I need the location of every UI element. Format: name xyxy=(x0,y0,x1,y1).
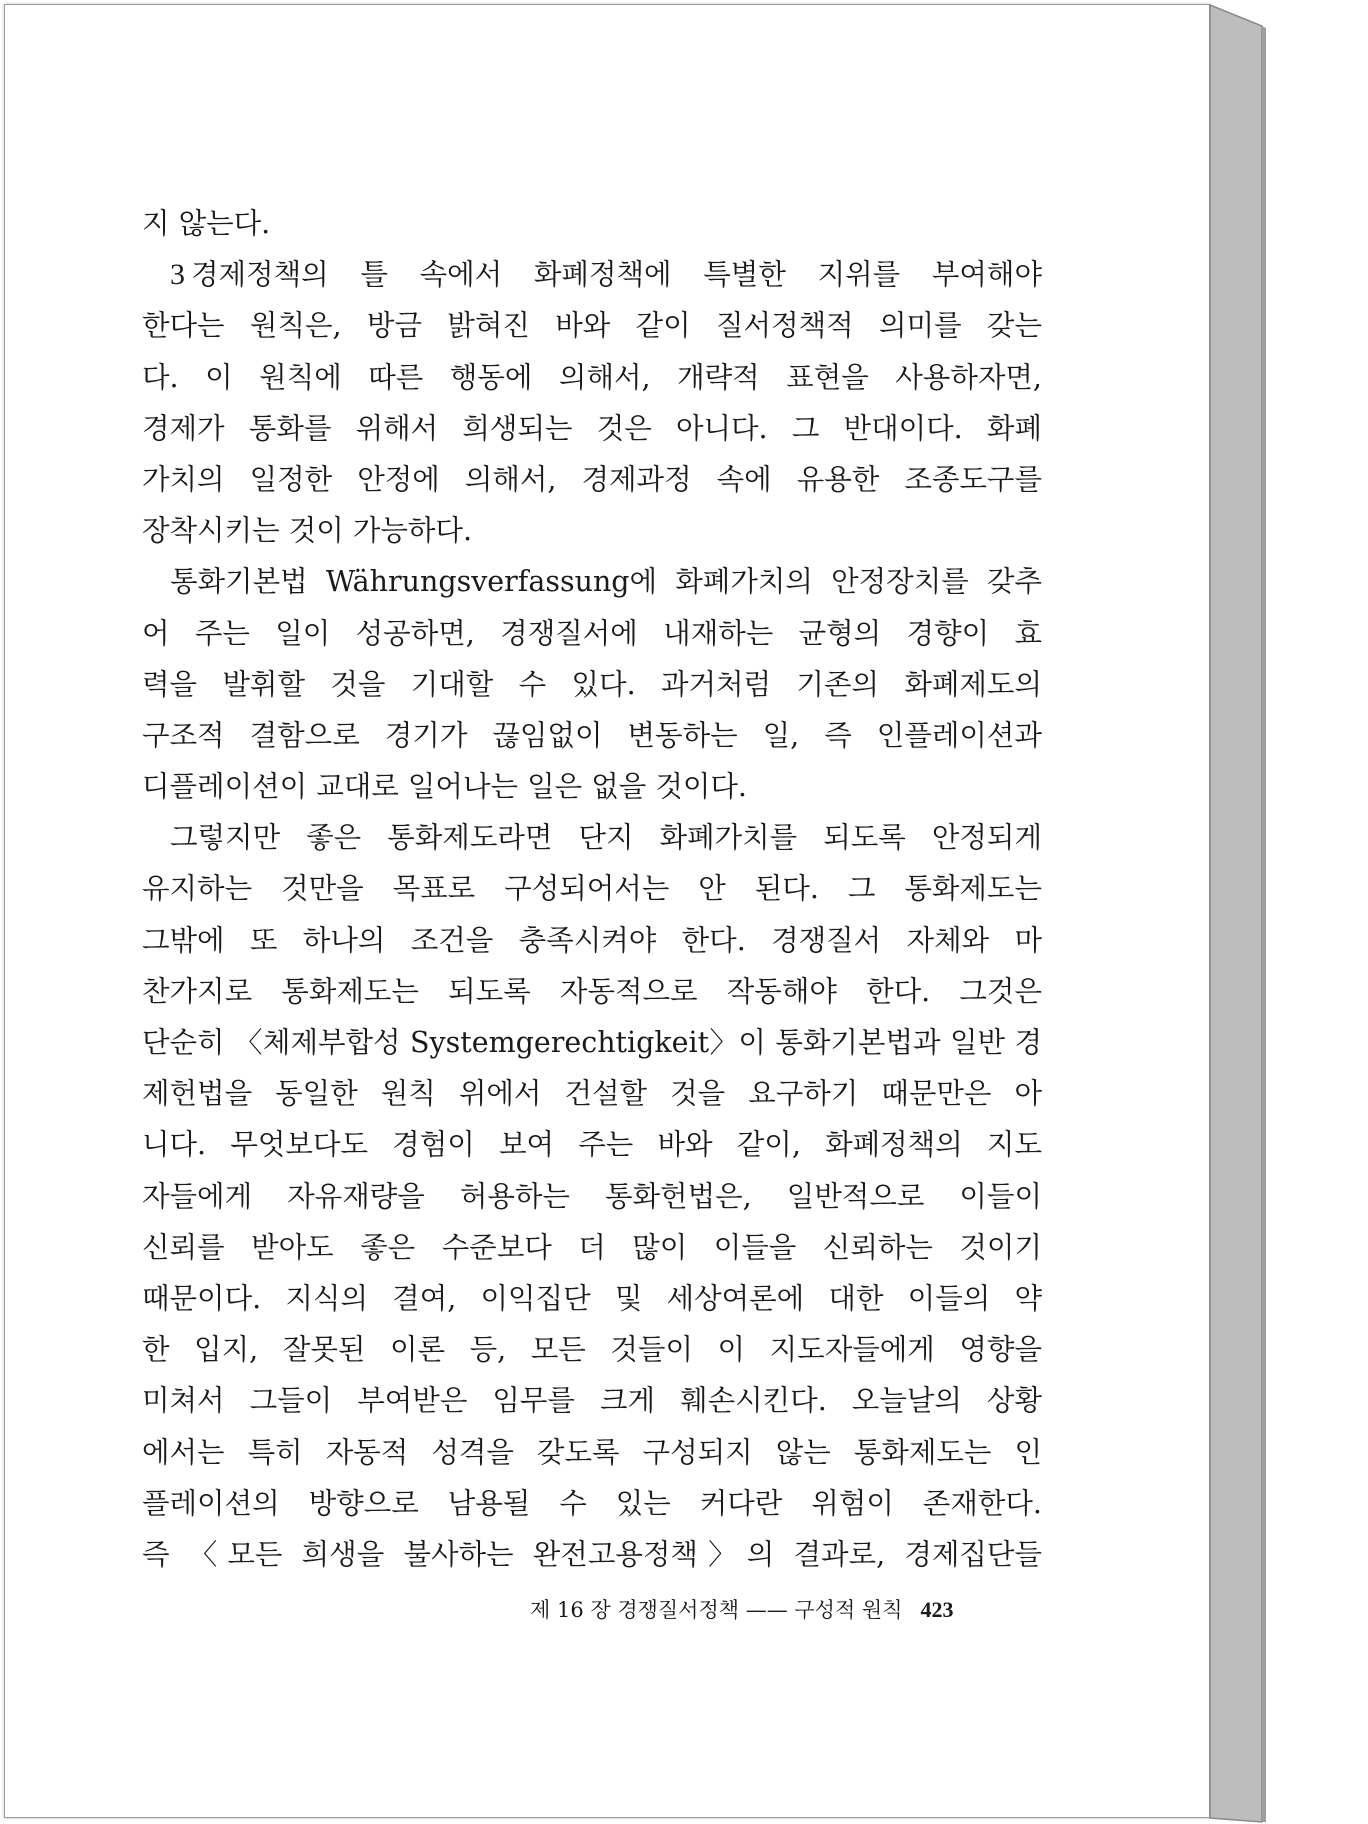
text-line xyxy=(142,300,1042,351)
text-line xyxy=(142,1017,1042,1068)
text-line xyxy=(142,863,1042,914)
text-line xyxy=(142,1273,1042,1324)
line-text: 제헌법을 동일한 원칙 위에서 건설할 것을 요구하기 때문만은 아 xyxy=(142,1077,1042,1111)
text-line xyxy=(142,710,1042,761)
line-text: 에서는 특히 자동적 성격을 갖도록 구성되지 않는 통화제도는 인 xyxy=(142,1435,1042,1469)
text-line xyxy=(142,1119,1042,1170)
text-line xyxy=(142,403,1042,454)
line-text: 구조적 결함으로 경기가 끊임없이 변동하는 일, 즉 인플레이션과 xyxy=(142,718,1042,752)
line-text: 그렇지만 좋은 통화제도라면 단지 화폐가치를 되도록 안정되게 xyxy=(170,821,1042,855)
body-text xyxy=(142,198,1042,1580)
text-line xyxy=(142,1171,1042,1222)
text-line xyxy=(142,659,1042,710)
text-line xyxy=(142,352,1042,403)
text-line xyxy=(142,761,1042,812)
line-text: 유지하는 것만을 목표로 구성되어서는 안 된다. 그 통화제도는 xyxy=(142,872,1042,906)
text-line xyxy=(142,249,1042,300)
section-number: 3 xyxy=(170,258,185,292)
line-text: 력을 발휘할 것을 기대할 수 있다. 과거처럼 기존의 화폐제도의 xyxy=(142,667,1042,701)
text-line xyxy=(142,915,1042,966)
text-line xyxy=(142,1222,1042,1273)
text-line xyxy=(142,608,1042,659)
line-text: 통화기본법 Währungsverfassung에 화폐가치의 안정장치를 갖추 xyxy=(170,565,1042,599)
line-text: 미쳐서 그들이 부여받은 임무를 크게 훼손시킨다. 오늘날의 상황 xyxy=(142,1384,1042,1418)
line-text: 단순히 〈체제부합성 Systemgerechtigkeit〉이 통화기본법과 일반 경 xyxy=(142,1026,1042,1059)
line-text: 신뢰를 받아도 좋은 수준보다 더 많이 이들을 신뢰하는 것이기 xyxy=(142,1230,1042,1264)
text-line xyxy=(142,505,1042,556)
line-text: 한 입지, 잘못된 이론 등, 모든 것들이 이 지도자들에게 영향을 xyxy=(142,1333,1042,1367)
page-footer xyxy=(530,1594,954,1624)
text-line xyxy=(142,454,1042,505)
line-text: 다. 이 원칙에 따른 행동에 의해서, 개략적 표현을 사용하자면, xyxy=(142,360,1042,394)
text-line xyxy=(142,198,1042,249)
line-text: 자들에게 자유재량을 허용하는 통화헌법은, 일반적으로 이들이 xyxy=(142,1179,1042,1213)
line-text: 어 주는 일이 성공하면, 경쟁질서에 내재하는 균형의 경향이 효 xyxy=(142,616,1042,650)
line-text: 장착시키는 것이 가능하다. xyxy=(142,514,473,548)
line-text: 경제정책의 틀 속에서 화폐정책에 특별한 지위를 부여해야 xyxy=(191,258,1042,292)
text-line xyxy=(142,966,1042,1017)
text-line xyxy=(142,556,1042,607)
line-text: 한다는 원칙은, 방금 밝혀진 바와 같이 질서정책적 의미를 갖는 xyxy=(142,309,1042,343)
running-head: 제 16 장 경쟁질서정책 —— 구성적 원칙 xyxy=(530,1598,903,1622)
line-text: 그밖에 또 하나의 조건을 충족시켜야 한다. 경쟁질서 자체와 마 xyxy=(142,923,1042,957)
line-text: 때문이다. 지식의 결여, 이익집단 및 세상여론에 대한 이들의 약 xyxy=(142,1281,1042,1315)
text-line xyxy=(142,1068,1042,1119)
line-text: 니다. 무엇보다도 경험이 보여 주는 바와 같이, 화폐정책의 지도 xyxy=(142,1128,1042,1162)
text-line xyxy=(142,1324,1042,1375)
line-text: 찬가지로 통화제도는 되도록 자동적으로 작동해야 한다. 그것은 xyxy=(142,974,1042,1008)
line-text: 지 않는다. xyxy=(142,207,271,240)
line-text: 경제가 통화를 위해서 희생되는 것은 아니다. 그 반대이다. 화폐 xyxy=(142,411,1042,445)
line-text: 즉 〈모든 희생을 불사하는 완전고용정책〉의 결과로, 경제집단들 xyxy=(142,1537,1042,1571)
text-line xyxy=(142,1529,1042,1580)
line-text: 플레이션의 방향으로 남용될 수 있는 커다란 위험이 존재한다. xyxy=(142,1486,1042,1520)
text-line xyxy=(142,812,1042,863)
line-text: 디플레이션이 교대로 일어나는 일은 없을 것이다. xyxy=(142,770,747,804)
text-line xyxy=(142,1375,1042,1426)
text-line xyxy=(142,1478,1042,1529)
text-line xyxy=(142,1427,1042,1478)
line-text: 가치의 일정한 안정에 의해서, 경제과정 속에 유용한 조종도구를 xyxy=(142,462,1042,496)
page-number: 423 xyxy=(920,1597,954,1622)
